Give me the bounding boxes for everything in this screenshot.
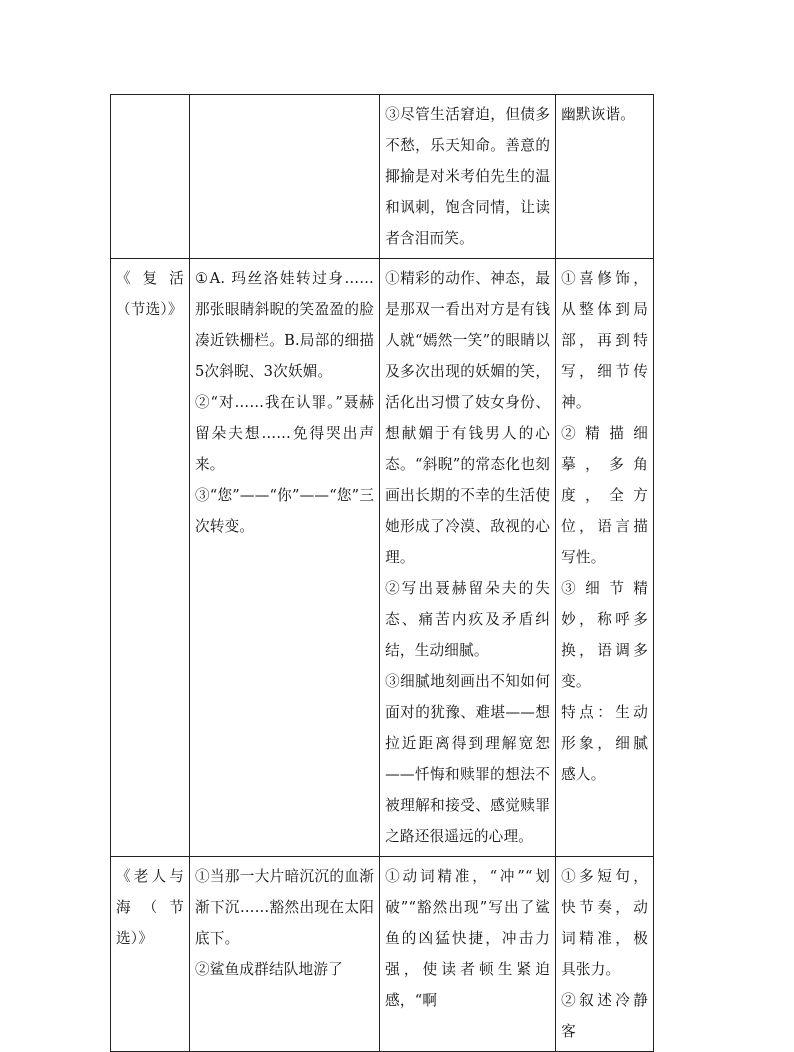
features-paragraph: 幽默诙谐。 [561,106,636,123]
title-cell [111,95,190,259]
analysis-paragraph: ①动词精准，“冲”“划破”“豁然出现”写出了鲨鱼的凶猛快捷，冲击力强，使读者顿生紧迫感，“啊 [385,868,551,1009]
comparison-table [110,94,654,1052]
table-row [111,259,654,857]
features-cell [556,95,654,259]
work-title: 《老人与海（节选）》 [116,868,184,947]
content-paragraph: ③“您”——“你”——“您”三次转变。 [195,487,375,535]
content-cell [190,259,380,857]
content-paragraph: ①A. 玛丝洛娃转过身……那张眼睛斜睨的笑盈盈的脸凑近铁栅栏。B.局部的细描 5次斜睨、3次妖媚。 [195,270,375,380]
title-cell [111,259,190,857]
analysis-cell [380,259,556,857]
analysis-cell [380,857,556,1052]
analysis-paragraph: ③尽管生活窘迫，但债多不愁，乐天知命。善意的揶揄是对米考伯先生的温和讽刺，饱含同情，让读者含泪而笑。 [385,106,551,247]
analysis-paragraph: ③细腻地刻画出不知如何面对的犹豫、难堪——想拉近距离得到理解宽恕——忏悔和赎罪的想法不被理解和接受、感觉赎罪之路还很遥远的心理。 [385,673,551,845]
features-cell [556,259,654,857]
features-paragraph: ③细节精妙，称呼多换，语调多变。 [561,580,649,690]
analysis-cell [380,95,556,259]
features-paragraph: ①喜修饰，从整体到局部，再到特写，细节传神。 [561,270,649,411]
analysis-paragraph: ①精彩的动作、神态，最是那双一看出对方是有钱人就“嫣然一笑”的眼睛以及多次出现的妖媚的笑，活化出习惯了妓女身份、想献媚于有钱男人的心态。“斜睨”的常态化也刻画出长期的不幸的生活使她形成了冷漠、敌视的心理。 [385,270,551,566]
work-title: 《复活（节选）》 [116,270,184,318]
features-cell [556,857,654,1052]
features-paragraph: 特点：生动形象，细腻感人。 [561,704,649,783]
content-paragraph: ②“对……我在认罪。”聂赫留朵夫想……免得哭出声来。 [195,394,375,473]
analysis-paragraph: ②写出聂赫留朵夫的失态、痛苦内疚及矛盾纠结，生动细腻。 [385,580,551,659]
features-paragraph: ①多短句，快节奏，动词精准，极具张力。 [561,868,649,978]
features-paragraph: ②叙述冷静客 [561,992,649,1040]
content-paragraph: ①当那一大片暗沉沉的血渐渐下沉……豁然出现在太阳底下。 [195,868,375,947]
content-cell [190,95,380,259]
features-paragraph: ②精描细摹，多角度，全方位，语言描写性。 [561,425,649,566]
content-paragraph: ②鲨鱼成群结队地游了 [195,961,343,978]
content-cell [190,857,380,1052]
table-row [111,95,654,259]
table-row [111,857,654,1052]
title-cell [111,857,190,1052]
